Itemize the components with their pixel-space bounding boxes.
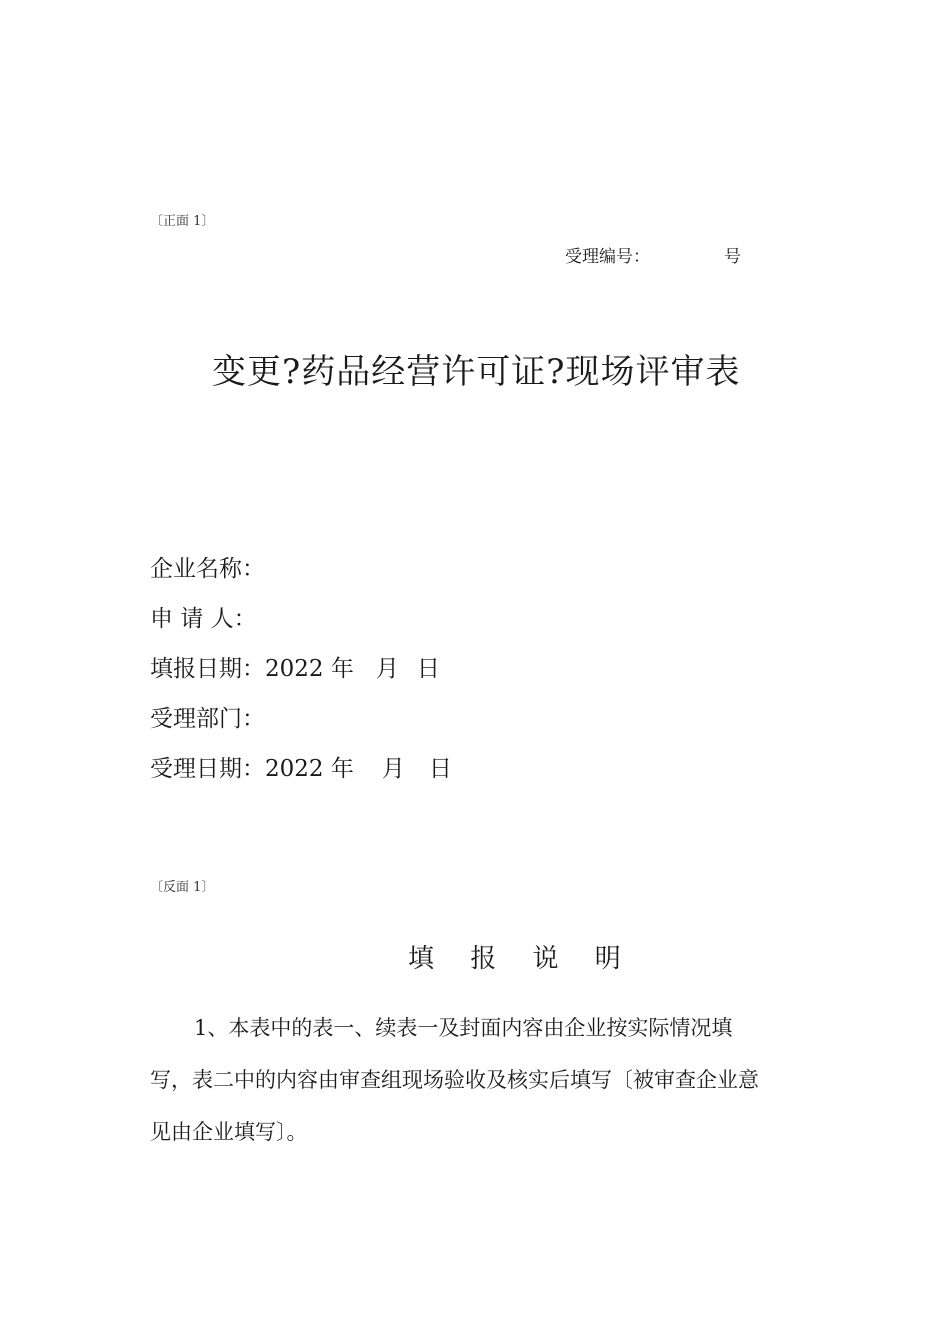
fill-date-year: 2022 年 <box>265 656 354 682</box>
accept-date-day: 日 <box>428 756 452 782</box>
fill-date-row <box>150 650 440 683</box>
fill-date-label: 填报日期： <box>150 656 265 682</box>
document-title: 变更?药品经营许可证?现场评审表 <box>212 352 741 392</box>
front-side-label: 〔正面 1〕 <box>150 214 215 229</box>
applicant-label: 申 请 人： <box>150 606 257 632</box>
instruction-line-2: 写，表二中的内容由审查组现场验收及核实后填写〔被审查企业意 <box>150 1068 759 1092</box>
instruction-line-3: 见由企业填写〕。 <box>150 1120 308 1144</box>
accept-date-row <box>150 750 452 783</box>
instruction-line-1: 1、本表中的表一、续表一及封面内容由企业按实际情况填 <box>194 1016 733 1040</box>
acceptance-number-suffix: 号 <box>724 247 741 267</box>
accept-date-label: 受理日期： <box>150 756 265 782</box>
back-side-label: 〔反面 1〕 <box>150 880 215 895</box>
company-name-label: 企业名称： <box>150 556 265 582</box>
instructions-heading: 填 报 说 明 <box>408 944 635 974</box>
accept-date-year: 2022 年 <box>265 756 354 782</box>
fill-date-day: 日 <box>416 656 440 682</box>
acceptance-number-label: 受理编号： <box>565 247 650 267</box>
accepting-department-label: 受理部门： <box>150 706 265 732</box>
accept-date-month: 月 <box>381 756 405 782</box>
fill-date-month: 月 <box>375 656 399 682</box>
